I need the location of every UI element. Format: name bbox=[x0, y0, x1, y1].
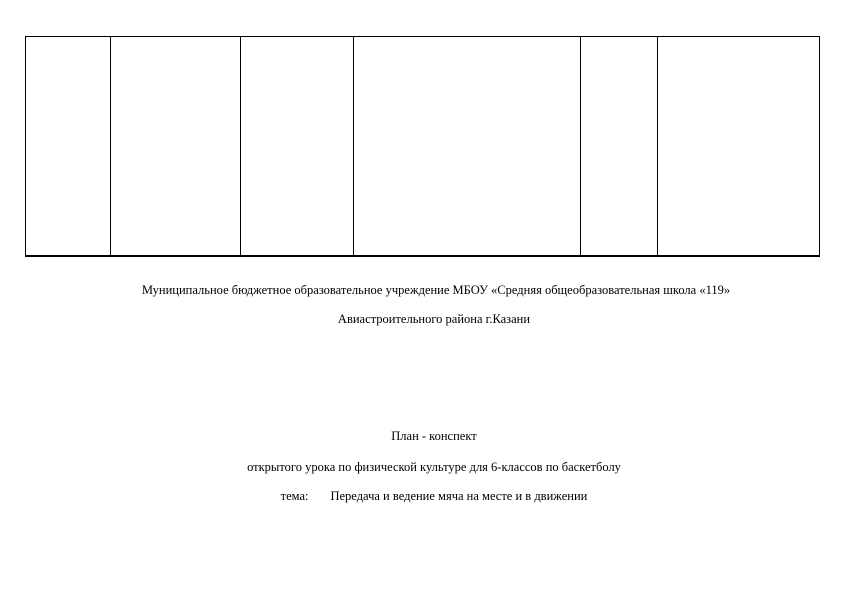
table-cell-5 bbox=[581, 37, 658, 257]
plan-subtitle: открытого урока по физической культуре для 6-классов по баскетболу bbox=[247, 460, 621, 474]
table-cell-2 bbox=[111, 37, 241, 257]
topic-line bbox=[13, 489, 842, 504]
plan-title: План - конспект bbox=[391, 429, 477, 443]
table-cell-3 bbox=[241, 37, 354, 257]
table-cell-4 bbox=[354, 37, 581, 257]
topic-text: Передача и ведение мяча на месте и в движении bbox=[330, 489, 588, 503]
district-name: Авиастроительного района г.Казани bbox=[337, 312, 531, 326]
table-cell-1 bbox=[26, 37, 111, 257]
header-grid-table bbox=[25, 36, 820, 257]
table-cell-6 bbox=[658, 37, 820, 257]
topic-label: тема: bbox=[280, 489, 309, 503]
school-name: Муниципальное бюджетное образовательное учреждение МБОУ «Средняя общеобразовательная школа «119» bbox=[141, 283, 731, 297]
table-row bbox=[26, 37, 820, 257]
